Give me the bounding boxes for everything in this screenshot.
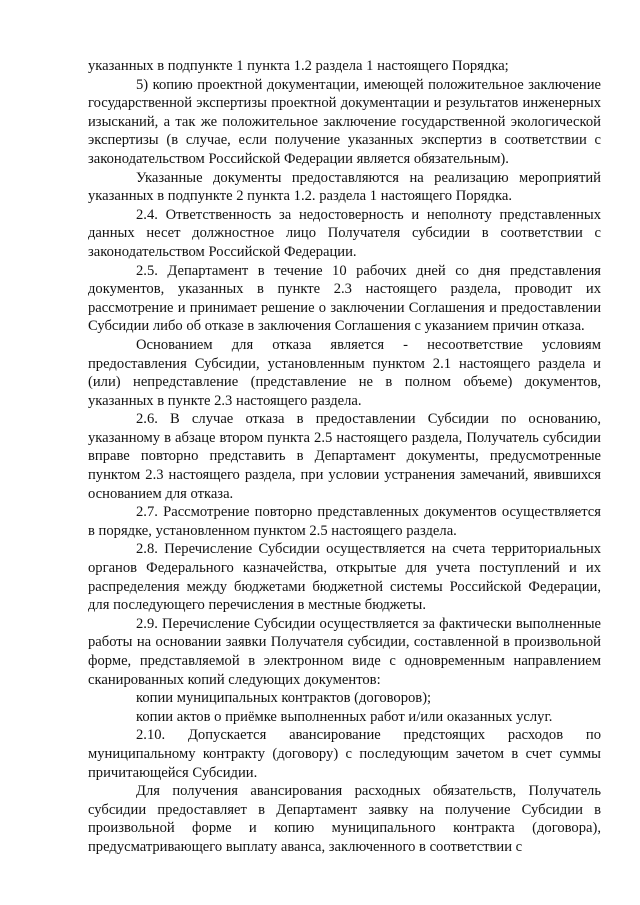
paragraph-2-9: 2.9. Перечисление Субсидии осуществляется за фактически выполненные работы на основании заявки Получателя субсидии, составленной в произвольной форме, представляемой в электронном виде с одновременным направлением сканированных копий следующих документов: xyxy=(88,615,601,688)
list-item-acts: копии актов о приёмке выполненных работ и/или оказанных услуг. xyxy=(136,708,553,725)
paragraph-2-7: 2.7. Рассмотрение повторно представленных документов осуществляется в порядке, установленном пунктом 2.5 настоящего раздела. xyxy=(88,504,601,539)
paragraph-item-5: 5) копию проектной документации, имеющей положительное заключение государственной экспертизы проектной документации и результатов инженерных изысканий, а так же положительное заключение государственной экологической экспертизы (в случае, если получение указанных экспертиз в соответствии с законодательством Российской Федерации является обязательным). xyxy=(88,76,601,167)
paragraph-2-10: 2.10. Допускается авансирование предстоящих расходов по муниципальному контракту (договору) с последующим зачетом в счет суммы причитающейся Субсидии. xyxy=(88,727,601,781)
document-page xyxy=(88,57,601,857)
paragraph-2-6: 2.6. В случае отказа в предоставлении Субсидии по основанию, указанному в абзаце втором пункта 2.5 настоящего раздела, Получатель субсидии вправе повторно представить в Департамент документы, предусмотренные пунктом 2.3 настоящего раздела, при условии устранения замечаний, явившихся основанием для отказа. xyxy=(88,411,601,502)
list-item-contracts: копии муниципальных контрактов (договоров); xyxy=(136,690,432,707)
paragraph-2-4: 2.4. Ответственность за недостоверность и неполноту представленных данных несет должностное лицо Получателя субсидии в соответствии с законодательством Российской Федерации. xyxy=(88,206,601,260)
paragraph-2-8: 2.8. Перечисление Субсидии осуществляется на счета территориальных органов Федерального казначейства, открытые для учета поступлений и их распределения между бюджетами бюджетной системы Российской Федерации, для последующего перечисления в местные бюджеты. xyxy=(88,541,601,614)
paragraph-documents-note: Указанные документы предоставляются на реализацию мероприятий указанных в подпункте 2 пункта 1.2. раздела 1 настоящего Порядка. xyxy=(88,169,601,205)
paragraph-refusal-grounds: Основанием для отказа является - несоответствие условиям предоставления Субсидии, установленным пунктом 2.1 настоящего раздела и (или) непредставление (представление не в полном объеме) документов, указанных в пункте 2.3 настоящего раздела. xyxy=(88,336,601,409)
paragraph-advance: Для получения авансирования расходных обязательств, Получатель субсидии предоставляет в Департамент заявку на получение Субсидии в произвольной форме и копию муниципального контракта (договора), предусматривающего выплату аванса, заключенного в соответствии с xyxy=(88,783,601,855)
paragraph-continuation: указанных в подпункте 1 пункта 1.2 раздела 1 настоящего Порядка; xyxy=(88,58,509,74)
paragraph-2-5: 2.5. Департамент в течение 10 рабочих дней со дня представления документов, указанных в пункте 2.3 настоящего раздела, проводит их рассмотрение и принимает решение о заключении Соглашения и предоставлении Субсидии либо об отказе в заключения Соглашения с указанием причин отказа. xyxy=(88,262,601,335)
